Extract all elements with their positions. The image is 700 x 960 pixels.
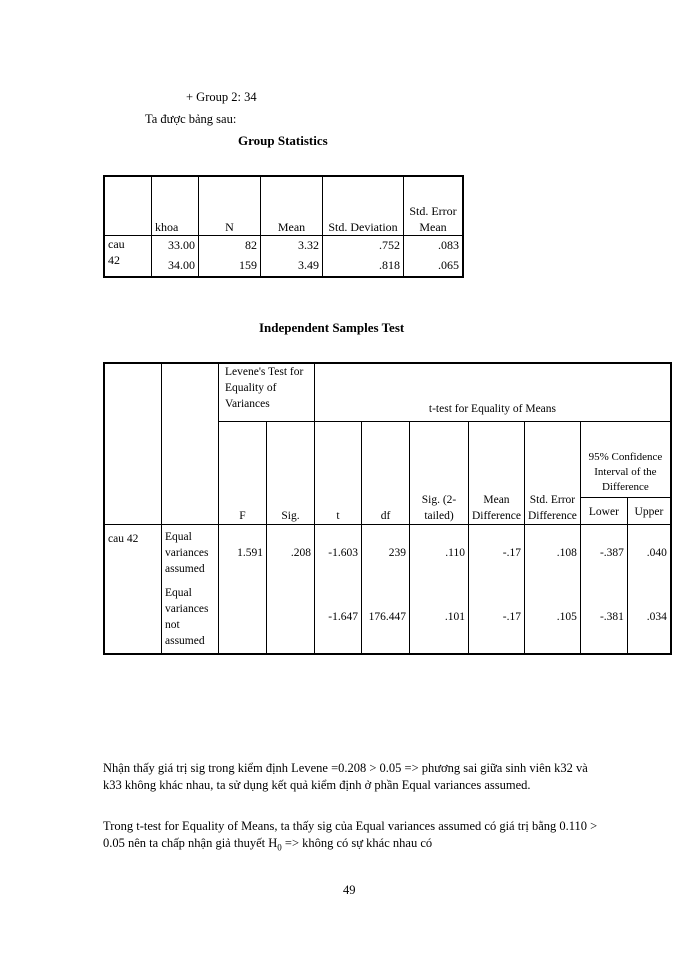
col-t: t (315, 421, 362, 524)
header-n: N (199, 176, 261, 236)
levene-header: Levene's Test for Equality of Variances (219, 363, 315, 421)
cell-t: -1.647 (315, 581, 362, 654)
table-row (104, 254, 463, 277)
cell-sig2: .110 (410, 524, 469, 581)
h-subscript: 0 (277, 842, 282, 853)
cell-khoa: 33.00 (152, 236, 199, 255)
col-lower: Lower (581, 498, 628, 524)
row-label: cau 42 (104, 236, 152, 278)
row-label: cau 42 (104, 524, 162, 654)
page-number: 49 (343, 883, 356, 897)
group2-line: + Group 2: 34 (186, 90, 257, 104)
col-f: F (219, 421, 267, 524)
cell-df: 239 (362, 524, 410, 581)
row-type-label: Equal variances assumed (162, 524, 219, 581)
conclusion-paragraph-2: Trong t-test for Equality of Means, ta thấy sig của Equal variances assumed có giá trị bằng 0.110 > 0.05 nên ta chấp nhận giả thuyết $H_0$ => không có sự khác nhau có (103, 819, 598, 853)
col-mean-diff: Mean Difference (469, 421, 525, 524)
cell-n: 159 (199, 254, 261, 277)
cell-sig: .208 (267, 524, 315, 581)
cell-khoa: 34.00 (152, 254, 199, 277)
table-row (104, 524, 671, 581)
cell-std-err: .065 (404, 254, 464, 277)
cell-sig2: .101 (410, 581, 469, 654)
cell-df: 176.447 (362, 581, 410, 654)
cell-std-err: .083 (404, 236, 464, 255)
ind-test-title: Independent Samples Test (259, 320, 405, 335)
col-sig: Sig. (267, 421, 315, 524)
cell-f: 1.591 (219, 524, 267, 581)
group-stats-title: Group Statistics (238, 133, 328, 148)
cell-upper: .034 (627, 581, 671, 654)
cell-upper: .040 (627, 524, 671, 581)
ttest-header: t-test for Equality of Means (315, 363, 671, 421)
cell-mean-diff: -.17 (469, 524, 525, 581)
cell-mean: 3.49 (261, 254, 323, 277)
table-row (104, 581, 671, 654)
col-upper: Upper (634, 505, 664, 518)
cell-std-err-diff: .108 (524, 524, 580, 581)
col-df: df (362, 421, 410, 524)
cell-std-err-diff: .105 (524, 581, 580, 654)
header-mean: Mean (261, 176, 323, 236)
cell-lower: -.381 (580, 581, 627, 654)
group-statistics-table (103, 175, 464, 278)
cell-f (219, 581, 267, 654)
ci-header: 95% Confidence Interval of the Difference (581, 446, 670, 498)
table-row (104, 236, 463, 255)
col-std-err-diff: Std. Error Difference (524, 421, 580, 524)
conclusion-paragraph-1: Nhận thấy giá trị sig trong kiểm định Levene =0.208 > 0.05 => phương sai giữa sinh viên k32 và k33 không khác nhau, ta sử dụng kết quả kiểm định ở phần Equal variances assumed. (103, 761, 588, 792)
row-type-label: Equal variances not assumed (162, 581, 219, 654)
col-sig2: Sig. (2-tailed) (410, 421, 469, 524)
cell-mean: 3.32 (261, 236, 323, 255)
header-std-dev: Std. Deviation (323, 176, 404, 236)
table-intro: Ta được bảng sau: (145, 112, 237, 126)
independent-samples-table (103, 362, 672, 655)
cell-n: 82 (199, 236, 261, 255)
cell-sig (267, 581, 315, 654)
header-std-err: Std. Error Mean (404, 176, 464, 236)
cell-lower: -.387 (580, 524, 627, 581)
cell-mean-diff: -.17 (469, 581, 525, 654)
cell-t: -1.603 (315, 524, 362, 581)
cell-std-dev: .752 (323, 236, 404, 255)
header-khoa: khoa (152, 176, 199, 236)
cell-std-dev: .818 (323, 254, 404, 277)
